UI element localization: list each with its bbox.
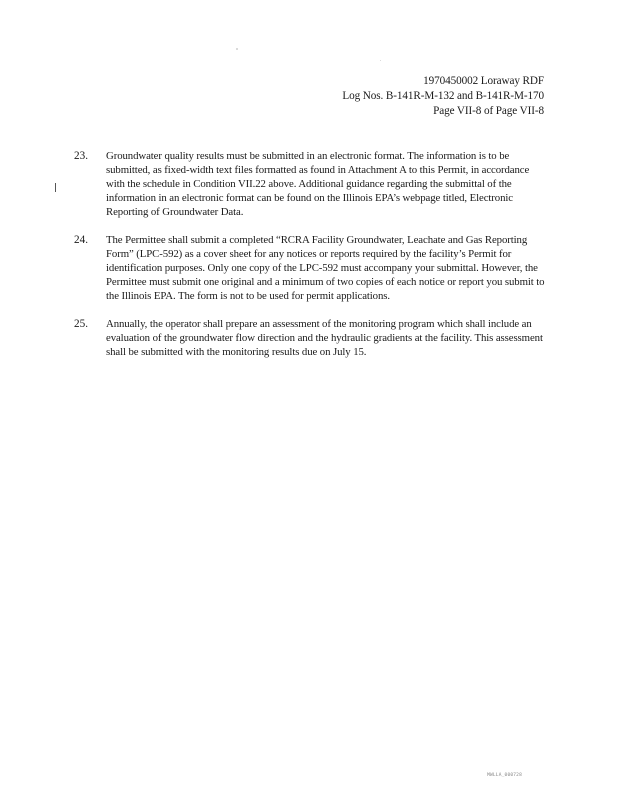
condition-item-23	[74, 149, 550, 219]
bates-stamp: MWLLA_000728	[487, 773, 522, 778]
conditions-list	[74, 149, 550, 373]
condition-number: 23.	[74, 150, 88, 162]
condition-number: 25.	[74, 318, 88, 330]
log-numbers-line: Log Nos. B-141R-M-132 and B-141R-M-170	[342, 90, 544, 102]
condition-text: The Permittee shall submit a completed “RCRA Facility Groundwater, Leachate and Gas Reporting Form” (LPC-592) as a cover sheet for any notices or reports required by the facility’s Permit for identification purposes. Only one copy of the LPC-592 must accompany your submittal. However, the Permittee must submit one original and a minimum of two copies of each notice or report you submit to the Illinois EPA. The form is not to be used for permit applications.	[106, 234, 545, 302]
scan-speck	[236, 48, 238, 50]
facility-id-line: 1970450002 Loraway RDF	[423, 75, 544, 87]
condition-item-24	[74, 233, 550, 303]
condition-item-25	[74, 317, 550, 359]
scan-speck	[380, 60, 381, 61]
condition-text: Annually, the operator shall prepare an assessment of the monitoring program which shall include an evaluation of the groundwater flow direction and the hydraulic gradients at the facility. This assessment shall be submitted with the monitoring results due on July 15.	[106, 318, 543, 358]
condition-number: 24.	[74, 234, 88, 246]
condition-text: Groundwater quality results must be submitted in an electronic format. The information is to be submitted, as fixed-width text files formatted as found in Attachment A to this Permit, in accordance with the schedule in Condition VII.22 above. Additional guidance regarding the submittal of the information in an electronic format can be found on the Illinois EPA’s webpage titled, Electronic Reporting of Groundwater Data.	[106, 150, 530, 218]
page-number-line: Page VII-8 of Page VII-8	[433, 105, 544, 117]
document-header	[342, 74, 544, 119]
margin-mark	[55, 183, 56, 192]
